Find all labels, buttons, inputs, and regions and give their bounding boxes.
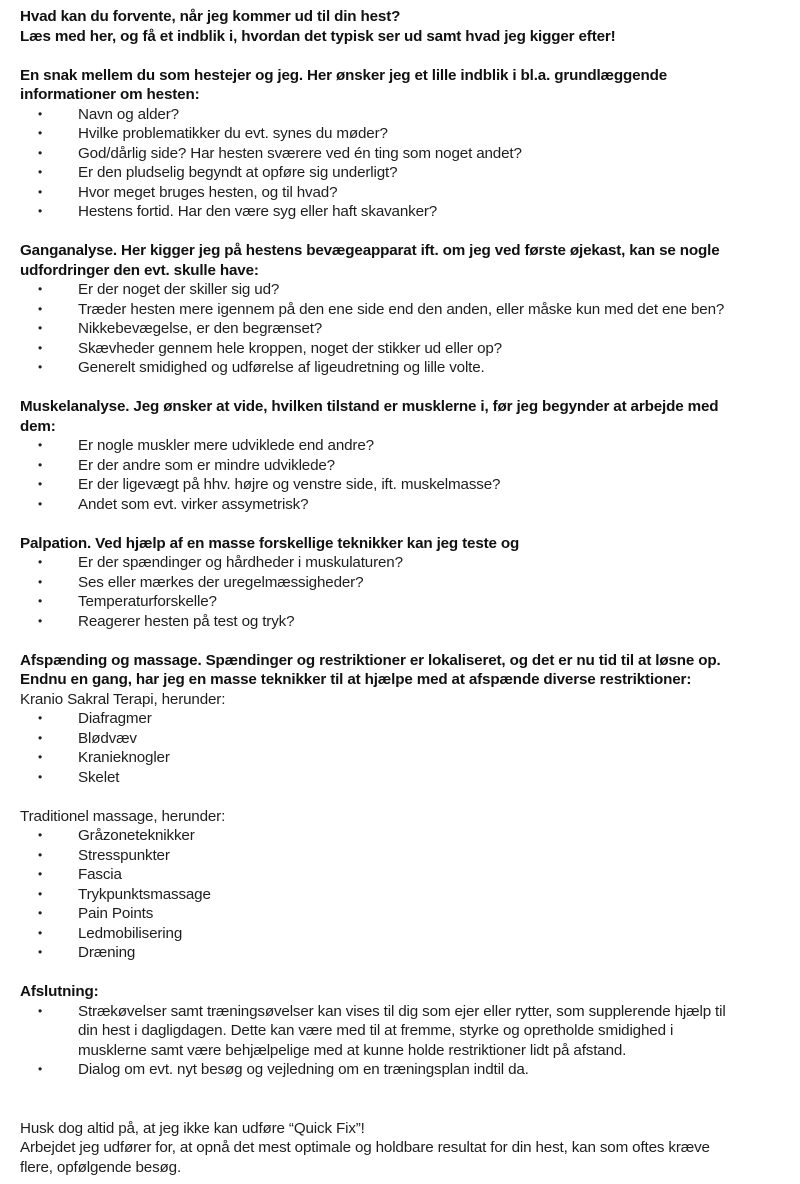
list-item-text: Skelet [78,768,120,786]
list-item [20,592,795,612]
list-item-text: Strækøvelser samt træningsøvelser kan vises til dig som ejer eller rytter, som supplerende hjælp til [78,1002,726,1020]
list-item-text: Trykpunktsmassage [78,885,211,903]
paragraph [20,1119,795,1178]
list-item [20,846,795,866]
bullet-icon: • [38,1062,43,1076]
text-line: Afslutning: [20,983,99,1000]
section-heading [20,651,795,690]
bullet-icon: • [38,184,43,199]
paragraph [20,690,795,710]
bullet-icon: • [38,477,43,491]
bullet-icon: • [38,165,43,179]
list-item [20,339,795,359]
list-item-text: Er nogle muskler mere udviklede end andre? [78,437,374,454]
list-item-text: Hestens fortid. Har den være syg eller haft skavanker? [78,203,438,220]
list-item-text: Generelt smidighed og udførelse af ligeudretning og lille volte. [78,359,485,376]
list-item-text: Dialog om evt. nyt besøg og vejledning om en træningsplan indtil da. [78,1061,529,1078]
section-heading [20,534,795,554]
bullet-icon: • [38,750,43,764]
list-item-text: Fascia [78,866,122,883]
bullet-icon: • [38,555,43,569]
list-item-text: Hvilke problematikker du evt. synes du møder? [78,125,388,142]
spacer [20,222,795,242]
list-item [20,280,795,300]
bullet-list [20,1002,795,1080]
list-item [20,748,795,768]
list-item [20,943,795,963]
list-item [20,1060,795,1080]
bullet-icon: • [38,457,43,472]
bullet-icon: • [38,769,43,784]
list-item-text: Andet som evt. virker assymetrisk? [78,495,309,513]
list-item-text: Nikkebevægelse, er den begrænset? [78,320,323,337]
list-item-text: Skævheder gennem hele kroppen, noget der stikker ud eller op? [78,339,502,357]
section-heading [20,7,795,46]
list-item [20,826,795,846]
list-item [20,612,795,632]
bullet-icon: • [38,321,43,335]
text-line: Husk dog altid på, at jeg ikke kan udføre “Quick Fix”! [20,1119,365,1137]
text-line: dem: [20,417,56,435]
text-line: Afspænding og massage. Spændinger og restriktioner er lokaliseret, og det er nu tid til at løsne op. [20,651,721,669]
bullet-icon: • [38,204,43,218]
list-item [20,105,795,125]
bullet-icon: • [38,145,43,160]
list-item [20,924,795,944]
list-item-text: Kranieknogler [78,749,170,766]
list-item [20,456,795,476]
list-item-text: God/dårlig side? Har hesten sværere ved én ting som noget andet? [78,144,522,162]
list-item-text: Er der noget der skiller sig ud? [78,281,280,298]
bullet-icon: • [38,906,43,920]
spacer [20,1080,795,1100]
text-line: Kranio Sakral Terapi, herunder: [20,690,226,708]
bullet-icon: • [38,613,43,628]
list-item-text: Temperaturforskelle? [78,593,217,610]
list-item [20,358,795,378]
bullet-icon: • [38,594,43,608]
bullet-icon: • [38,711,43,725]
list-item-text: Er den pludselig begyndt at opføre sig underligt? [78,164,398,181]
text-line: flere, opfølgende besøg. [20,1158,182,1176]
text-line: Endnu en gang, har jeg en masse teknikker til at hjælpe med at afspænde diverse restriktioner: [20,671,692,688]
list-item-text: Ses eller mærkes der uregelmæssigheder? [78,573,364,591]
list-item [20,163,795,183]
list-item [20,768,795,788]
list-item-text: Ledmobilisering [78,924,183,942]
list-item [20,495,795,515]
list-item [20,144,795,164]
bullet-icon: • [38,730,43,745]
list-item-text: Træder hesten mere igennem på den ene side end den anden, eller måske kun med det ene ben? [78,300,725,318]
document-body [20,7,795,1177]
spacer [20,963,795,983]
list-item [20,202,795,222]
list-item-text: Er der ligevægt på hhv. højre og venstre side, ift. muskelmasse? [78,476,501,493]
list-item-text: Pain Points [78,905,154,922]
list-item [20,553,795,573]
list-item [20,475,795,495]
paragraph [20,807,795,827]
list-item-text: Stresspunkter [78,846,170,864]
text-line: Traditionel massage, herunder: [20,807,226,825]
list-item-text: musklerne samt være behjælpelige med at kunne holde restriktioner lidt på afstand. [78,1041,627,1059]
list-item-text: Hvor meget bruges hesten, og til hvad? [78,183,338,201]
text-line: Muskelanalyse. Jeg ønsker at vide, hvilken tilstand er musklerne i, før jeg begynder at arbejde med [20,398,719,415]
list-item-text: Navn og alder? [78,105,179,123]
list-item-text: din hest i dagligdagen. Dette kan være med til at fremme, styrke og opretholde smidighed i [78,1022,674,1039]
text-line: Hvad kan du forvente, når jeg kommer ud til din hest? [20,8,401,25]
list-item [20,183,795,203]
bullet-icon: • [38,847,43,862]
list-item-text: Diafragmer [78,710,152,727]
bullet-icon: • [38,945,43,959]
bullet-icon: • [38,282,43,296]
list-item [20,319,795,339]
spacer [20,514,795,534]
bullet-list [20,280,795,378]
list-item-text: Reagerer hesten på test og tryk? [78,612,295,630]
list-item-text: Er der andre som er mindre udviklede? [78,456,335,474]
spacer [20,1099,795,1119]
spacer [20,787,795,807]
list-item [20,729,795,749]
list-item-text: Gråzoneteknikker [78,827,195,844]
text-line: Palpation. Ved hjælp af en masse forskellige teknikker kan jeg teste og [20,534,520,552]
bullet-icon: • [38,886,43,901]
bullet-icon: • [38,106,43,121]
list-item-text: Blødvæv [78,729,137,747]
list-item [20,709,795,729]
list-item-text: Er der spændinger og hårdheder i muskulaturen? [78,554,403,571]
list-item [20,865,795,885]
list-item [20,300,795,320]
spacer [20,378,795,398]
bullet-icon: • [38,925,43,940]
text-line: udfordringer den evt. skulle have: [20,261,259,279]
list-item-text: Dræning [78,944,136,961]
bullet-list [20,709,795,787]
bullet-list [20,826,795,963]
text-line: Arbejdet jeg udfører for, at opnå det mest optimale og holdbare resultat for din hest, kan som oftes kræve [20,1139,710,1156]
bullet-icon: • [38,828,43,842]
bullet-icon: • [38,340,43,355]
text-line: informationer om hesten: [20,86,200,103]
text-line: Læs med her, og få et indblik i, hvordan det typisk ser ud samt hvad jeg kigger efter! [20,27,616,45]
text-line: En snak mellem du som hestejer og jeg. Her ønsker jeg et lille indblik i bl.a. grundlæggende [20,66,668,84]
bullet-icon: • [38,126,43,140]
spacer [20,631,795,651]
list-item [20,436,795,456]
bullet-icon: • [38,360,43,374]
bullet-icon: • [38,496,43,511]
section-heading [20,397,795,436]
list-item [20,885,795,905]
list-item [20,124,795,144]
section-heading [20,982,795,1002]
section-heading [20,241,795,280]
bullet-icon: • [38,301,43,316]
section-heading [20,66,795,105]
bullet-list [20,105,795,222]
list-item [20,1002,795,1061]
bullet-icon: • [38,867,43,881]
text-line: Ganganalyse. Her kigger jeg på hestens bevægeapparat ift. om jeg ved første øjekast, kan se nogle [20,242,720,259]
bullet-icon: • [38,438,43,452]
bullet-list [20,553,795,631]
spacer [20,46,795,66]
bullet-icon: • [38,1003,43,1018]
bullet-list [20,436,795,514]
list-item [20,573,795,593]
bullet-icon: • [38,574,43,589]
list-item [20,904,795,924]
